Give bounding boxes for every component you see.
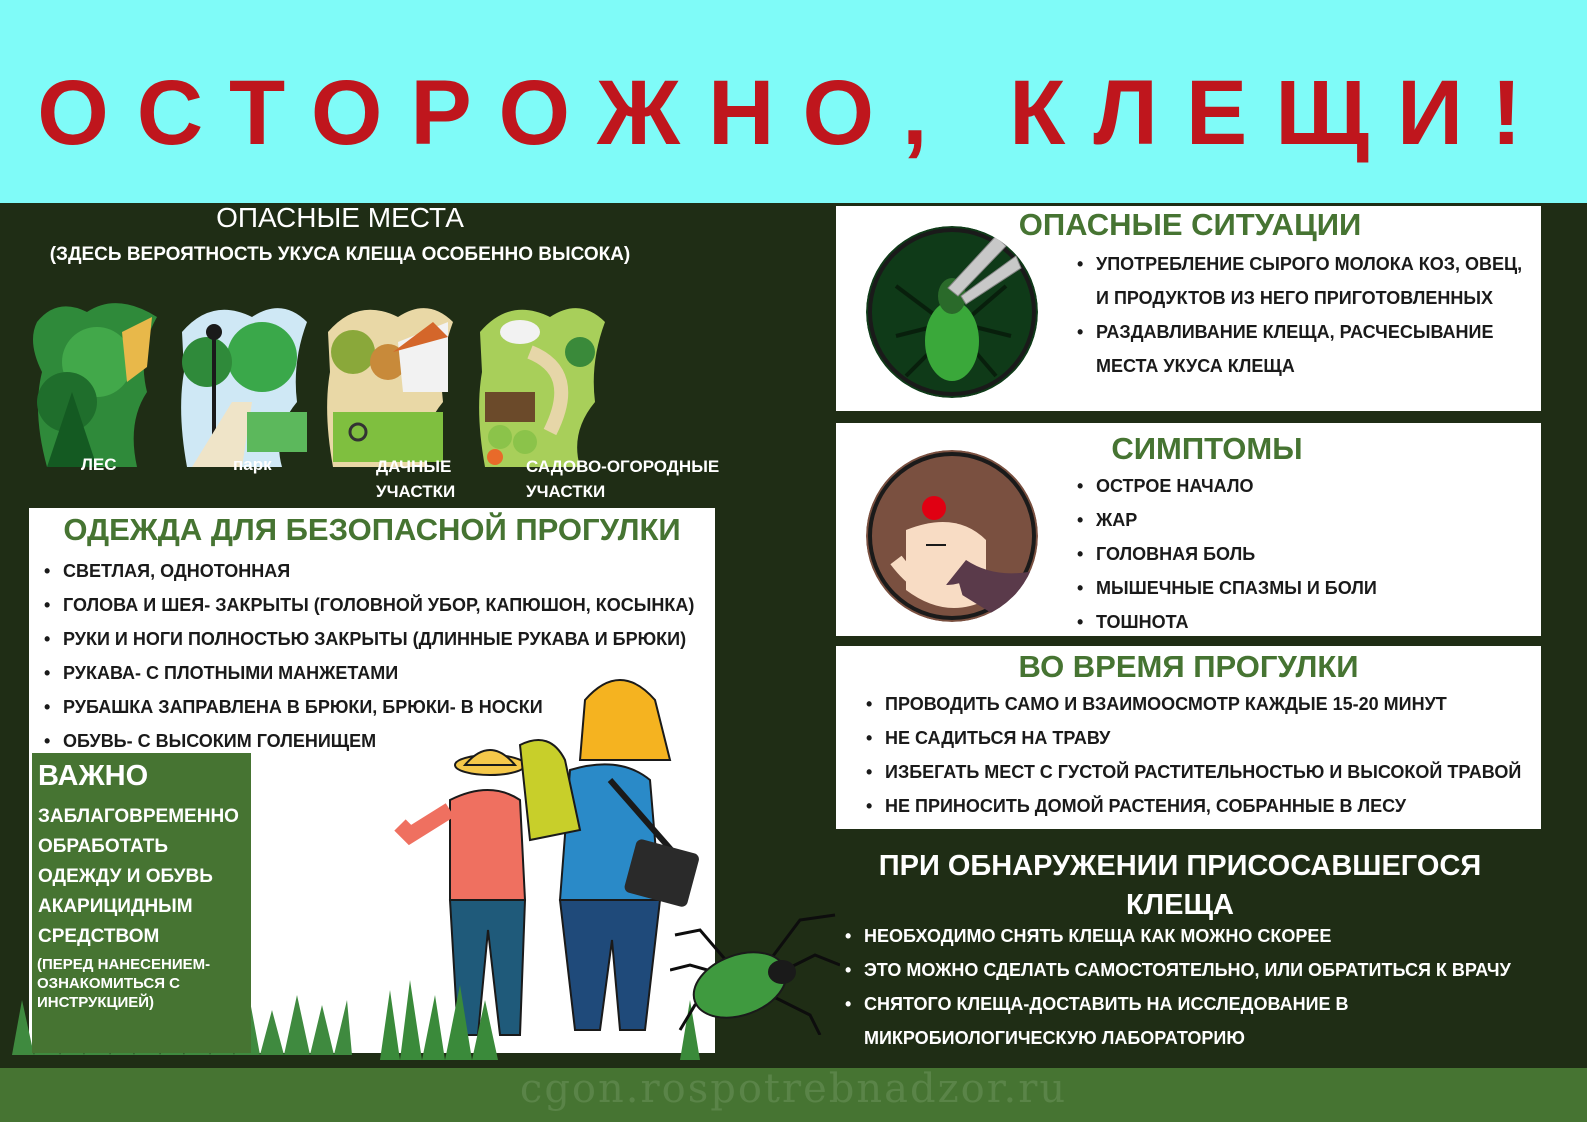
important-line: ЗАБЛАГОВРЕМЕННО bbox=[38, 806, 239, 827]
list-item: • ПРОВОДИТЬ САМО И ВЗАИМООСМОТР КАЖДЫЕ 15-20 МИНУТ bbox=[864, 687, 1534, 721]
important-line: ОДЕЖДУ И ОБУВЬ bbox=[38, 866, 213, 887]
tick-icon bbox=[670, 910, 840, 1035]
list-item: • СНЯТОГО КЛЕЩА-ДОСТАВИТЬ НА ИССЛЕДОВАНИЕ В МИКРОБИОЛОГИЧЕСКУЮ ЛАБОРАТОРИЮ bbox=[843, 987, 1533, 1055]
important-line: СРЕДСТВОМ bbox=[38, 926, 160, 947]
list-item: • ЭТО МОЖНО СДЕЛАТЬ САМОСТОЯТЕЛЬНО, ИЛИ ОБРАТИТЬСЯ К ВРАЧУ bbox=[843, 953, 1533, 987]
important-line: ОБРАБОТАТЬ bbox=[38, 836, 169, 857]
important-title: ВАЖНО bbox=[38, 760, 149, 792]
park-icon bbox=[172, 292, 312, 467]
place-label-dacha: ДАЧНЫЕ УЧАСТКИ bbox=[376, 457, 456, 501]
sick-person-icon bbox=[866, 450, 1038, 622]
list-item: • ОБУВЬ- С ВЫСОКИМ ГОЛЕНИЩЕМ bbox=[42, 724, 712, 758]
list-item: • РАЗДАВЛИВАНИЕ КЛЕЩА, РАСЧЕСЫВАНИЕ МЕСТА УКУСА КЛЕЩА bbox=[1075, 315, 1530, 383]
list-item: • РУКИ И НОГИ ПОЛНОСТЬЮ ЗАКРЫТЫ (ДЛИННЫЕ РУКАВА И БРЮКИ) bbox=[42, 622, 712, 656]
place-label-garden: САДОВО-ОГОРОДНЫЕ УЧАСТКИ bbox=[526, 457, 720, 501]
list-item: • ГОЛОВА И ШЕЯ- ЗАКРЫТЫ (ГОЛОВНОЙ УБОР, КАПЮШОН, КОСЫНКА) bbox=[42, 588, 712, 622]
place-label-park: парк bbox=[233, 455, 272, 474]
list-item: • НЕОБХОДИМО СНЯТЬ КЛЕЩА КАК МОЖНО СКОРЕЕ bbox=[843, 919, 1533, 953]
important-note: (ПЕРЕД НАНЕСЕНИЕМ- ОЗНАКОМИТЬСЯ С ИНСТРУКЦИЕЙ) bbox=[37, 956, 211, 1011]
important-lines bbox=[38, 802, 239, 952]
place-label-forest: ЛЕС bbox=[81, 455, 117, 474]
list-item: • НЕ ПРИНОСИТЬ ДОМОЙ РАСТЕНИЯ, СОБРАННЫЕ В ЛЕСУ bbox=[864, 789, 1534, 823]
list-item: • МЫШЕЧНЫЕ СПАЗМЫ И БОЛИ bbox=[1075, 571, 1530, 605]
poster-title: ОСТОРОЖНО, КЛЕЩИ! bbox=[37, 62, 1550, 164]
list-item: • РУБАШКА ЗАПРАВЛЕНА В БРЮКИ, БРЮКИ- В НОСКИ bbox=[42, 690, 712, 724]
list-item: • ОСТРОЕ НАЧАЛО bbox=[1075, 469, 1530, 503]
found-list bbox=[843, 919, 1533, 1055]
list-item: • РУКАВА- С ПЛОТНЫМИ МАНЖЕТАМИ bbox=[42, 656, 712, 690]
walk-list bbox=[864, 687, 1534, 823]
found-title: ПРИ ОБНАРУЖЕНИИ ПРИСОСАВШЕГОСЯ КЛЕЩА bbox=[878, 850, 1482, 921]
family-illustration bbox=[380, 660, 710, 1060]
list-item: • ГОЛОВНАЯ БОЛЬ bbox=[1075, 537, 1530, 571]
list-item: • ИЗБЕГАТЬ МЕСТ С ГУСТОЙ РАСТИТЕЛЬНОСТЬЮ И ВЫСОКОЙ ТРАВОЙ bbox=[864, 755, 1534, 789]
symptoms-list bbox=[1075, 469, 1530, 639]
list-item: • ЖАР bbox=[1075, 503, 1530, 537]
places-heading: ОПАСНЫЕ МЕСТА bbox=[216, 202, 464, 233]
places-subheading: (ЗДЕСЬ ВЕРОЯТНОСТЬ УКУСА КЛЕЩА ОСОБЕННО ВЫСОКА) bbox=[49, 244, 631, 265]
clothing-title: ОДЕЖДА ДЛЯ БЕЗОПАСНОЙ ПРОГУЛКИ bbox=[63, 512, 681, 547]
tick-tweezers-icon bbox=[866, 226, 1038, 398]
dacha-icon bbox=[318, 292, 458, 467]
important-line: АКАРИЦИДНЫМ bbox=[38, 896, 193, 917]
list-item: • СВЕТЛАЯ, ОДНОТОННАЯ bbox=[42, 554, 712, 588]
garden-icon bbox=[470, 292, 610, 467]
list-item: • УПОТРЕБЛЕНИЕ СЫРОГО МОЛОКА КОЗ, ОВЕЦ, И ПРОДУКТОВ ИЗ НЕГО ПРИГОТОВЛЕННЫХ bbox=[1075, 247, 1530, 315]
forest-icon bbox=[27, 292, 167, 467]
symptoms-title: СИМПТОМЫ bbox=[1111, 431, 1303, 466]
situations-title: ОПАСНЫЕ СИТУАЦИИ bbox=[1018, 207, 1362, 242]
list-item: • НЕ САДИТЬСЯ НА ТРАВУ bbox=[864, 721, 1534, 755]
walk-title: ВО ВРЕМЯ ПРОГУЛКИ bbox=[1018, 649, 1359, 684]
watermark: cgon.rospotrebnadzor.ru bbox=[519, 1066, 1068, 1112]
situations-list bbox=[1075, 247, 1530, 383]
list-item: • ТОШНОТА bbox=[1075, 605, 1530, 639]
